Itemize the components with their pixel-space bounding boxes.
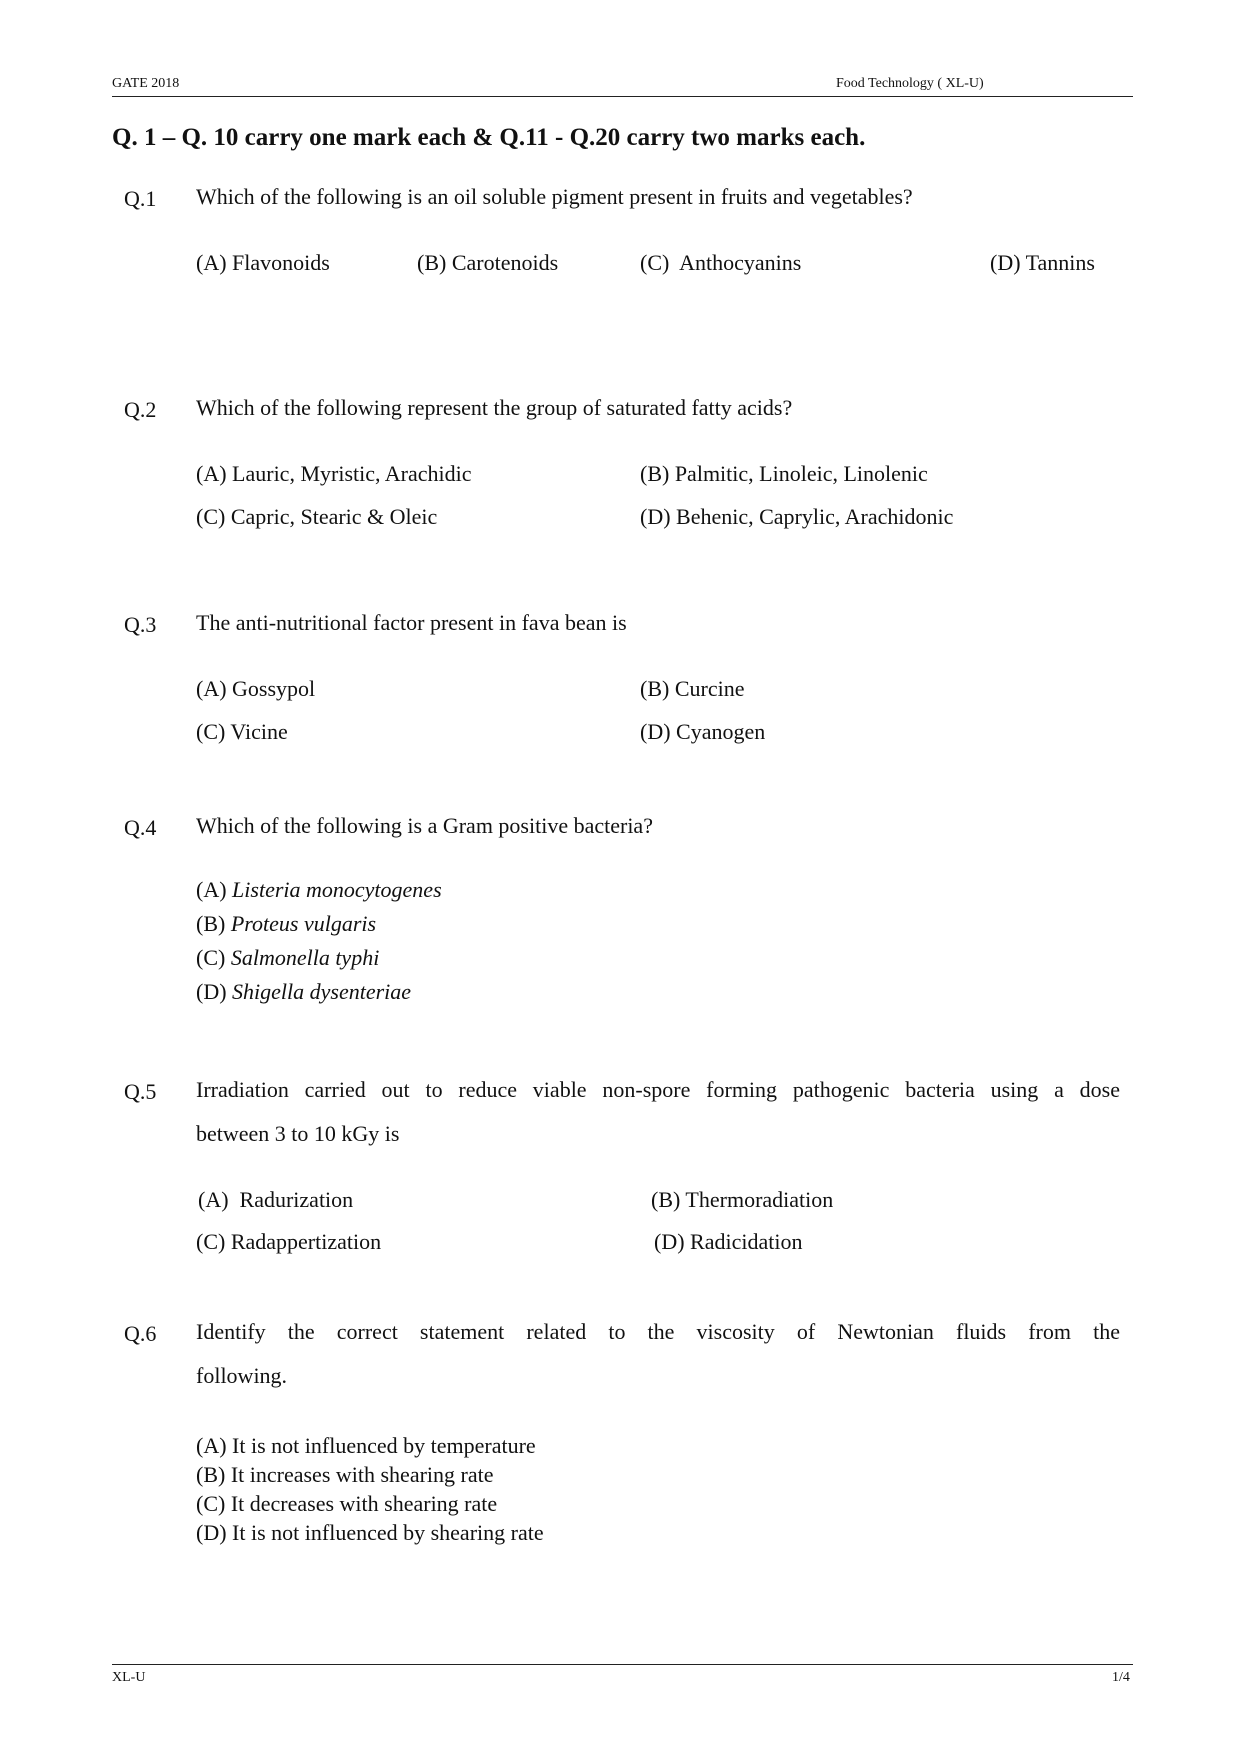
- question-number: Q.2: [124, 397, 157, 422]
- option-label: (C): [196, 945, 226, 970]
- option-b[interactable]: (B) Carotenoids: [417, 250, 559, 275]
- option-c[interactable]: (C) It decreases with shearing rate: [196, 1491, 498, 1516]
- option-b[interactable]: (B) Palmitic, Linoleic, Linolenic: [640, 461, 928, 486]
- option-b[interactable]: (B) Thermoradiation: [651, 1187, 834, 1212]
- question-text: [196, 1068, 1120, 1156]
- option-d[interactable]: (D) Behenic, Caprylic, Arachidonic: [640, 504, 954, 529]
- footer-paper-code: XL-U: [112, 1670, 146, 1685]
- option-c[interactable]: (C) Anthocyanins: [640, 250, 802, 275]
- question-text-line-2: between 3 to 10 kGy is: [196, 1121, 400, 1146]
- question-number: Q.1: [124, 186, 157, 211]
- option-a[interactable]: (A) Radurization: [198, 1187, 354, 1212]
- question-number: Q.3: [124, 612, 157, 637]
- marks-instruction: Q. 1 – Q. 10 carry one mark each & Q.11 - Q.20 carry two marks each.: [112, 124, 866, 151]
- option-d[interactable]: (D) Cyanogen: [640, 719, 766, 744]
- species-name: Listeria monocytogenes: [232, 877, 442, 902]
- header-rule: [112, 96, 1133, 97]
- question-number: Q.5: [124, 1079, 157, 1104]
- option-c[interactable]: (C) Vicine: [196, 719, 288, 744]
- species-name: Proteus vulgaris: [230, 911, 377, 936]
- option-a[interactable]: (A) It is not influenced by temperature: [196, 1433, 536, 1458]
- question-text: [196, 1310, 1120, 1398]
- option-c[interactable]: [196, 945, 379, 971]
- option-a[interactable]: (A) Gossypol: [196, 676, 316, 701]
- question-text-line-1: Identify the correct statement related to the viscosity of Newtonian fluids from the: [196, 1319, 1120, 1344]
- question-text: The anti-nutritional factor present in fava bean is: [196, 610, 627, 635]
- option-c[interactable]: (C) Radappertization: [196, 1229, 382, 1254]
- option-label: (A): [196, 877, 227, 902]
- option-label: (B): [196, 911, 226, 936]
- option-d[interactable]: [196, 979, 411, 1005]
- question-number: Q.6: [124, 1321, 157, 1346]
- option-a[interactable]: (A) Lauric, Myristic, Arachidic: [196, 461, 472, 486]
- option-d[interactable]: (D) It is not influenced by shearing rate: [196, 1520, 544, 1545]
- option-d[interactable]: (D) Tannins: [990, 250, 1095, 275]
- question-number: Q.4: [124, 815, 157, 840]
- option-b[interactable]: (B) It increases with shearing rate: [196, 1462, 494, 1487]
- option-d[interactable]: (D) Radicidation: [654, 1229, 803, 1254]
- paper-name: Food Technology ( XL-U): [836, 76, 984, 91]
- option-a[interactable]: [196, 877, 442, 903]
- question-text: Which of the following is an oil soluble pigment present in fruits and vegetables?: [196, 184, 913, 209]
- option-b[interactable]: [196, 911, 376, 937]
- option-b[interactable]: (B) Curcine: [640, 676, 745, 701]
- page-number: 1/4: [1112, 1670, 1130, 1685]
- species-name: Salmonella typhi: [230, 945, 380, 970]
- option-a[interactable]: (A) Flavonoids: [196, 250, 330, 275]
- exam-name: GATE 2018: [112, 76, 180, 91]
- option-label: (D): [196, 979, 227, 1004]
- question-text: Which of the following represent the group of saturated fatty acids?: [196, 395, 793, 420]
- option-c[interactable]: (C) Capric, Stearic & Oleic: [196, 504, 438, 529]
- species-name: Shigella dysenteriae: [232, 979, 412, 1004]
- question-text-line-2: following.: [196, 1363, 288, 1388]
- question-text: Which of the following is a Gram positive bacteria?: [196, 813, 653, 838]
- footer-rule: [112, 1664, 1133, 1665]
- question-text-line-1: Irradiation carried out to reduce viable non-spore forming pathogenic bacteria using a dose: [196, 1077, 1120, 1102]
